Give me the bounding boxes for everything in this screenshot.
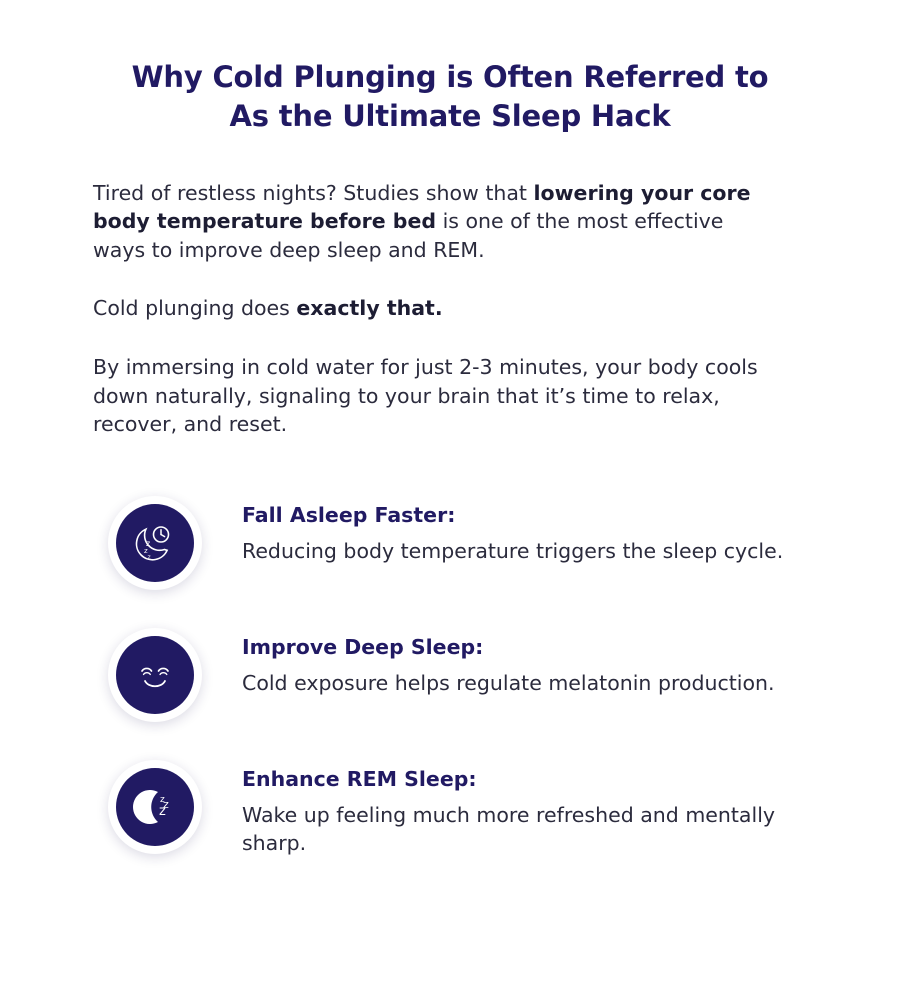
crescent-moon-zzz-icon [116, 768, 194, 846]
benefit-icon-badge [108, 496, 202, 590]
benefit-description: Wake up feeling much more refreshed and mentally sharp. [242, 802, 776, 855]
benefit-title: Improve Deep Sleep: [242, 635, 484, 660]
intro-p1-lead: Tired of restless nights? Studies show that [93, 181, 534, 206]
intro-section [0, 179, 900, 438]
benefit-item [108, 626, 790, 722]
intro-p1-emphasis: lowering your core body temperature before bed [93, 181, 751, 234]
svg-text:z: z [147, 554, 151, 562]
svg-text:z: z [146, 539, 151, 549]
benefit-icon-badge [108, 760, 202, 854]
benefit-item [108, 758, 790, 857]
benefit-text [242, 758, 790, 857]
sleeping-face-icon [116, 636, 194, 714]
intro-p2-emphasis: exactly that. [296, 295, 443, 320]
page-title: Why Cold Plunging is Often Referred to As the Ultimate Sleep Hack [131, 60, 769, 133]
intro-p2-lead: Cold plunging does [93, 295, 297, 320]
benefit-description: Reducing body temperature triggers the sleep cycle. [242, 538, 784, 563]
svg-text:z: z [144, 547, 148, 556]
benefit-title: Fall Asleep Faster: [242, 503, 456, 528]
benefit-title: Enhance REM Sleep: [242, 767, 477, 792]
intro-paragraph-2 [93, 294, 780, 322]
benefit-text [242, 494, 783, 565]
intro-paragraph-1 [93, 179, 780, 264]
benefits-list [0, 494, 900, 857]
benefit-description: Cold exposure helps regulate melatonin production. [242, 670, 775, 695]
svg-text:z: z [160, 795, 165, 806]
moon-clock-zzz-icon [116, 504, 194, 582]
intro-paragraph-3: By immersing in cold water for just 2-3 minutes, your body cools down naturally, signaling to your brain that it’s time to relax, recover, and reset. [93, 355, 758, 436]
benefit-text [242, 626, 775, 697]
intro-p1-tail: is one of the most effective ways to improve deep sleep and REM. [93, 209, 724, 262]
benefit-item [108, 494, 790, 590]
svg-text:z: z [163, 798, 169, 812]
svg-text:z: z [159, 804, 166, 820]
benefit-icon-badge [108, 628, 202, 722]
